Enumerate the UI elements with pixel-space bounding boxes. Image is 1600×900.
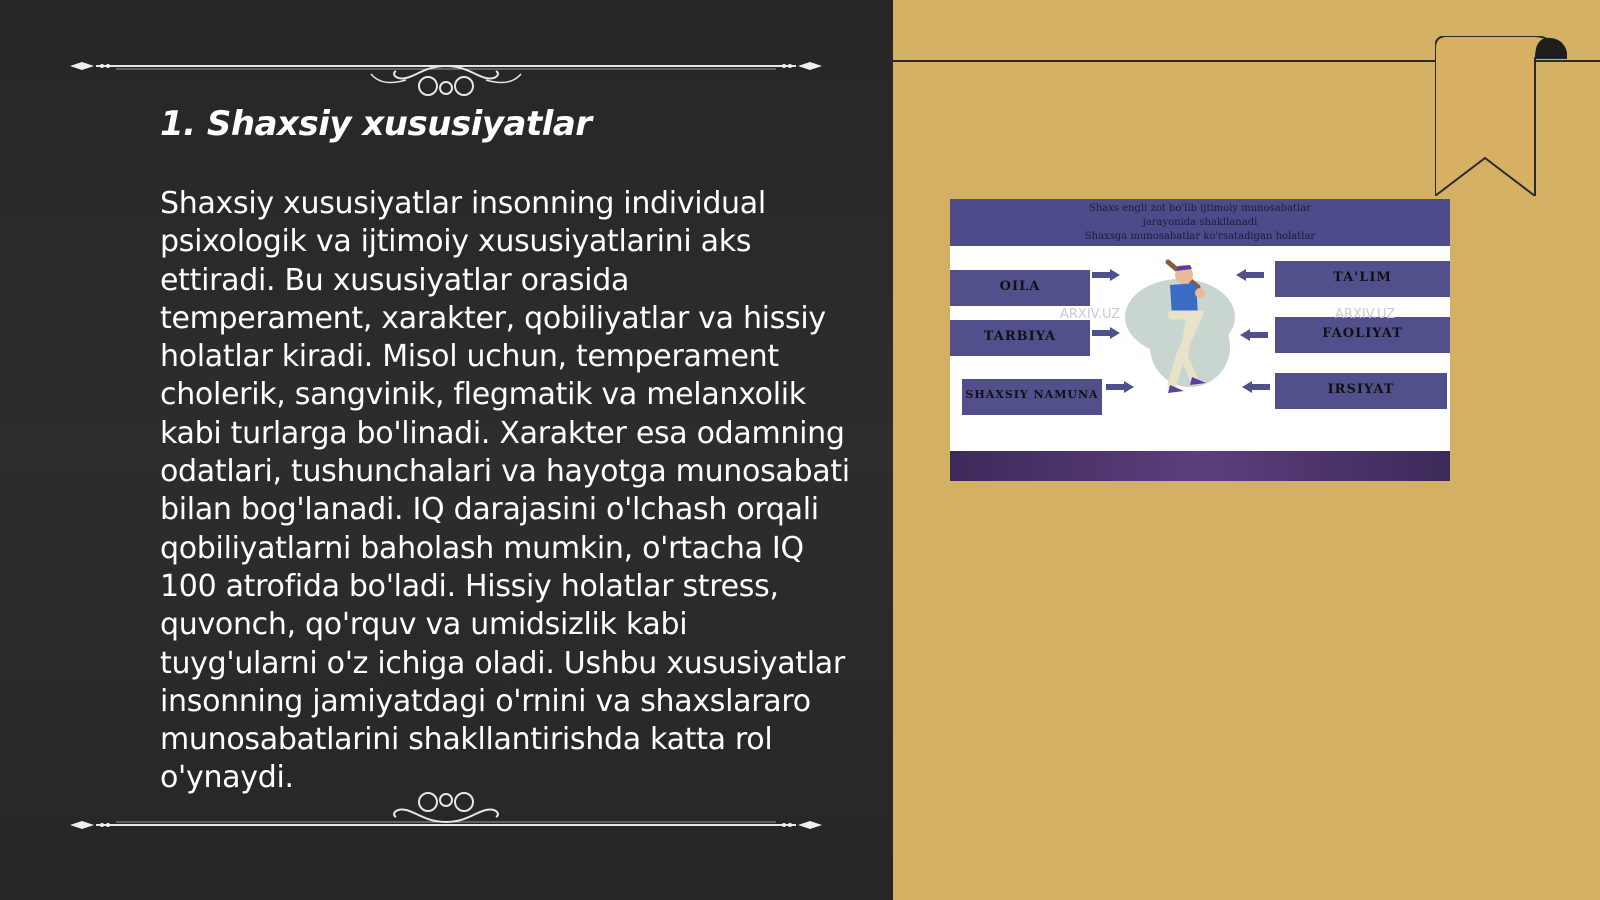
diagram-box-talim: TA'LIM xyxy=(1275,261,1450,297)
slide-body-text: Shaxsiy xususiyatlar insonning individual psixologik va ijtimoiy xususiyatlarini aks ettiradi. Bu xususiyatlar orasida temperament, xarakter, qobiliyatlar va hissiy holatlar kiradi. Misol uchun, temperament cholerik, sangvinik, flegmatik va melanxolik kabi turlarga bo'linadi. Xarakter esa odamning odatlari, tushunchalari va hayotga munosabati bilan bog'lanadi. IQ darajasini o'lchash orqali qobiliyatlarni baholash mumkin, o'rtacha IQ 100 atrofida bo'ladi. Hissiy holatlar stress, quvonch, qo'rquv va umidsizlik kabi tuyg'ularni o'z ichiga oladi. Ushbu xususiyatlar insonning jamiyatdagi o'rnini va shaxslararo munosabatlarini shakllantirishda katta rol o'ynaydi. xyxy=(160,186,850,796)
top-ornament-divider xyxy=(66,56,826,106)
diagram-header xyxy=(950,199,1450,246)
diagram-header-line: Shaxsga munosabatlar ko'rsatadigan holatlar xyxy=(1084,231,1316,242)
bookmark-ribbon-icon xyxy=(1435,36,1567,196)
watermark-text: ARXIV.UZ xyxy=(1335,307,1396,322)
diagram-box-shaxsiy-namuna: SHAXSIY NAMUNA xyxy=(962,379,1102,415)
baseball-player-illustration-icon xyxy=(1110,257,1250,397)
personality-factors-diagram xyxy=(950,199,1450,481)
diagram-box-oila: OILA xyxy=(950,270,1090,306)
diagram-box-tarbiya: TARBIYA xyxy=(950,320,1090,356)
watermark-text: ARXIV.UZ xyxy=(1060,307,1121,322)
bottom-ornament-divider xyxy=(66,782,826,832)
diagram-box-faoliyat: FAOLIYAT xyxy=(1275,317,1450,353)
slide-title: 1. Shaxsiy xususiyatlar xyxy=(160,104,592,144)
diagram-footer-bar xyxy=(950,451,1450,481)
diagram-header-line: Shaxs engli zot bo'lib ijtimoiy munosabatlar xyxy=(1088,203,1312,214)
diagram-box-irsiyat: IRSIYAT xyxy=(1275,373,1447,409)
diagram-header-line: jarayonida shakllanadi xyxy=(1142,217,1258,228)
